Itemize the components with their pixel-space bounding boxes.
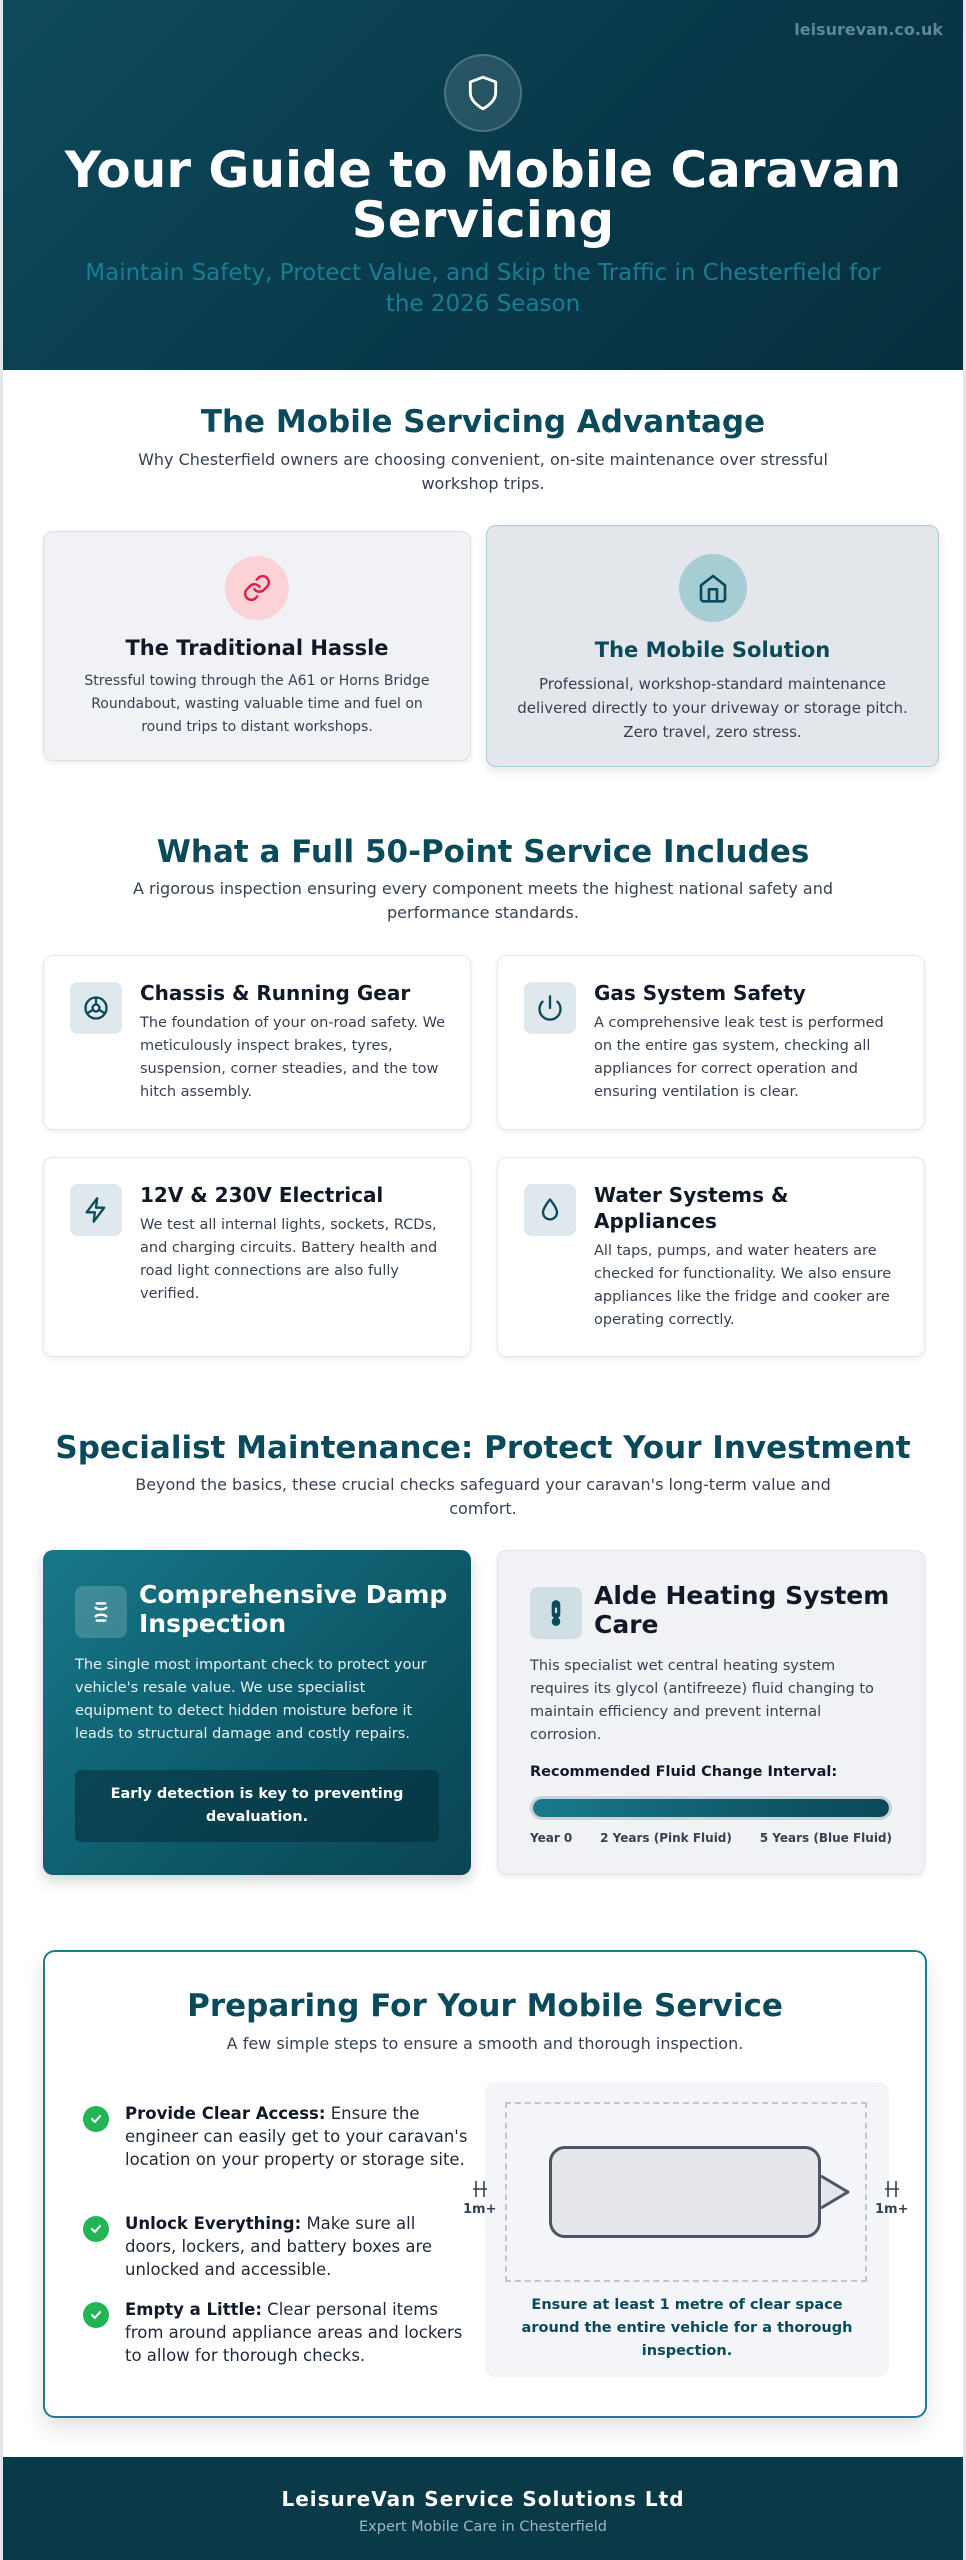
interval-ticks	[530, 1831, 892, 1845]
feature-card-chassis	[43, 955, 471, 1130]
tick-label: 5 Years (Blue Fluid)	[759, 1831, 892, 1845]
clearance-note: Ensure at least 1 metre of clear space around the entire vehicle for a thorough inspection.	[521, 2297, 853, 2359]
moisture-icon	[75, 1586, 127, 1638]
preparing-title: Preparing For Your Mobile Service	[187, 1988, 783, 2024]
prep-step-label: Empty a Little:	[125, 2300, 262, 2319]
mobile-title: The Mobile Solution	[594, 638, 831, 662]
steering-wheel-icon	[70, 982, 122, 1034]
thermometer-icon	[530, 1587, 582, 1639]
clearance-left-label: 1m+	[463, 2202, 497, 2217]
preparing-subtitle: A few simple steps to ensure a smooth and thorough inspection.	[226, 2034, 744, 2053]
prep-step-label: Provide Clear Access:	[125, 2104, 326, 2123]
check-icon	[83, 2106, 109, 2132]
feature-card-electrical	[43, 1157, 471, 1357]
clearance-left	[463, 2180, 496, 2217]
feature-text: All taps, pumps, and water heaters are checked for functionality. We also ensure appliances like the fridge and cooker are operating correctly.	[594, 1243, 892, 1328]
feature-title: Gas System Safety	[594, 981, 806, 1005]
damp-inspection-card	[43, 1550, 471, 1875]
feature-text: The foundation of your on-road safety. We meticulously inspect brakes, tyres, suspension, corner steadies, and the tow hitch assembly.	[140, 1015, 446, 1100]
preparing-section	[43, 1950, 927, 2418]
prep-step-detail: Clear personal items from around appliance areas and lockers to allow for thorough checks.	[125, 2300, 463, 2365]
power-icon	[524, 982, 576, 1034]
page-subtitle: Maintain Safety, Protect Value, and Skip the Traffic in Chesterfield for the 2026 Season	[85, 260, 881, 317]
mobile-text: Professional, workshop-standard maintenance delivered directly to your driveway or storage pitch. Zero travel, zero stress.	[517, 675, 908, 741]
footer-tagline: Expert Mobile Care in Chesterfield	[359, 2519, 607, 2535]
clearance-diagram	[463, 2082, 909, 2377]
feature-text: We test all internal lights, sockets, RCDs, and charging circuits. Battery health and road light connections are also fully verified.	[140, 1217, 438, 1302]
specialist-title: Specialist Maintenance: Protect Your Investment	[55, 1430, 911, 1466]
prep-step-text	[125, 2212, 468, 2281]
damp-text: The single most important check to protect your vehicle's resale value. We use specialist equipment to detect hidden moisture before it leads to structural damage and costly repairs.	[75, 1657, 427, 1742]
advantage-subtitle: Why Chesterfield owners are choosing convenient, on-site maintenance over stressful workshop trips.	[138, 450, 828, 493]
traditional-hassle-card	[43, 531, 471, 761]
prep-step-detail: Ensure the engineer can easily get to your caravan's location on your property or storage site.	[125, 2104, 468, 2169]
interval-progress-fill	[533, 1799, 889, 1817]
caravan-shape	[549, 2146, 821, 2238]
feature-title: 12V & 230V Electrical	[140, 1183, 384, 1207]
prep-step-label: Unlock Everything:	[125, 2214, 302, 2233]
alde-text: This specialist wet central heating system requires its glycol (antifreeze) fluid changing to maintain efficiency and prevent internal corrosion.	[530, 1658, 874, 1743]
damp-callout: Early detection is key to preventing devaluation.	[75, 1770, 439, 1842]
feature-card-gas	[497, 955, 925, 1130]
footer-company: LeisureVan Service Solutions Ltd	[281, 2487, 685, 2511]
damp-title: Comprehensive Damp Inspection	[139, 1580, 448, 1638]
feature-card-water	[497, 1157, 925, 1357]
tow-hitch-icon	[818, 2172, 852, 2212]
traditional-text: Stressful towing through the A61 or Horns Bridge Roundabout, wasting valuable time and fuel on round trips to distant workshops.	[84, 673, 430, 735]
service-subtitle: A rigorous inspection ensuring every component meets the highest national safety and performance standards.	[133, 879, 833, 922]
lightning-icon	[70, 1184, 122, 1236]
alde-title: Alde Heating System Care	[594, 1581, 890, 1639]
prep-step-detail: Make sure all doors, lockers, and battery boxes are unlocked and accessible.	[125, 2214, 433, 2279]
service-title: What a Full 50-Point Service Includes	[156, 834, 810, 870]
clearance-marker-icon	[883, 2180, 901, 2198]
hero-header	[3, 0, 963, 370]
water-drop-icon	[524, 1184, 576, 1236]
specialist-subtitle: Beyond the basics, these crucial checks safeguard your caravan's long-term value and comfort.	[135, 1475, 831, 1518]
check-icon	[83, 2216, 109, 2242]
alde-heating-card	[497, 1550, 925, 1875]
prep-step-text	[125, 2298, 468, 2367]
advantage-title: The Mobile Servicing Advantage	[200, 404, 766, 440]
feature-title: Water Systems & Appliances	[594, 1183, 789, 1233]
interval-label: Recommended Fluid Change Interval:	[530, 1764, 838, 1780]
home-icon	[679, 554, 747, 622]
interval-progress-bar	[530, 1796, 892, 1820]
site-domain[interactable]: leisurevan.co.uk	[794, 20, 943, 39]
feature-text: A comprehensive leak test is performed on the entire gas system, checking all appliances for correct operation and ensuring ventilation is clear.	[594, 1015, 884, 1100]
footer	[3, 2457, 963, 2560]
tick-label: 2 Years (Pink Fluid)	[600, 1831, 732, 1845]
clearance-right	[875, 2180, 908, 2217]
tick-label: Year 0	[530, 1831, 573, 1845]
feature-title: Chassis & Running Gear	[140, 981, 411, 1005]
traditional-title: The Traditional Hassle	[125, 636, 389, 660]
check-icon	[83, 2302, 109, 2328]
clearance-marker-icon	[471, 2180, 489, 2198]
chain-link-icon	[225, 556, 289, 620]
prep-step-text	[125, 2102, 468, 2171]
shield-icon	[444, 54, 522, 132]
clearance-right-label: 1m+	[875, 2202, 909, 2217]
mobile-solution-card	[486, 525, 939, 767]
page-title: Your Guide to Mobile Caravan Servicing	[64, 141, 902, 249]
